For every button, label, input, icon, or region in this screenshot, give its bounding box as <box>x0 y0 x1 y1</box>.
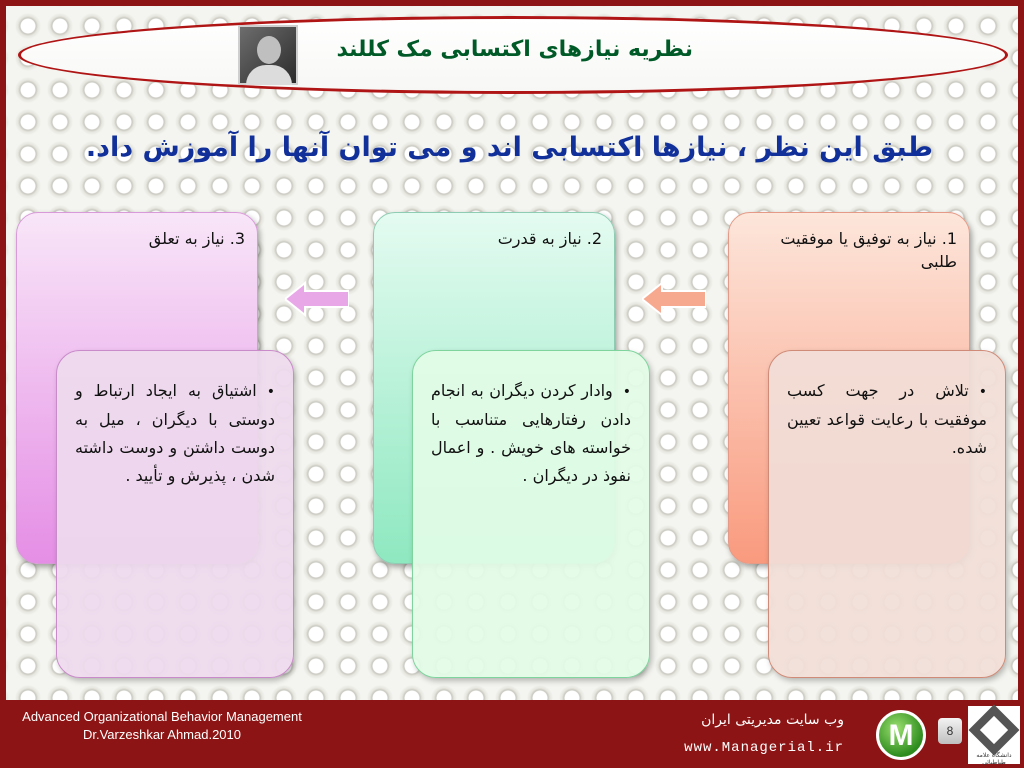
portrait-photo <box>238 25 298 85</box>
university-caption: دانشگاه علامه طباطبائی <box>976 752 1012 766</box>
card-label-achievement: 1. نیاز به توفیق یا موفقیت طلبی <box>780 229 957 271</box>
detail-text-affiliation <box>75 377 275 490</box>
detail-text-power <box>431 377 631 490</box>
slide-canvas <box>6 6 1018 700</box>
detail-box-power <box>412 350 650 678</box>
bullet-icon: • <box>266 384 275 400</box>
card-label-power: 2. نیاز به قدرت <box>497 229 602 248</box>
detail-content: اشتیاق به ایجاد ارتباط و دوستی با دیگران ، میل به دوست داشتن و دوست داشته شدن ، پذیرش و تأیید . <box>75 381 275 485</box>
left-arrow-icon <box>285 281 349 317</box>
managerial-logo[interactable] <box>876 710 926 760</box>
page-title: نظریه نیازهای اکتسابی مک کللند <box>336 37 693 62</box>
detail-content: تلاش در جهت کسب موفقیت با رعایت قواعد تعیین شده. <box>787 381 987 457</box>
course-name: Advanced Organizational Behavior Management <box>22 709 302 724</box>
left-arrow-icon <box>642 281 706 317</box>
portrait-head <box>257 36 281 64</box>
bullet-icon: • <box>978 384 987 400</box>
university-emblem <box>968 706 1020 764</box>
detail-text-achievement <box>787 377 987 462</box>
detail-box-affiliation <box>56 350 294 678</box>
site-url[interactable]: www.Managerial.ir <box>684 740 844 756</box>
page-number: 8 <box>938 718 962 744</box>
detail-box-achievement <box>768 350 1006 678</box>
logo-letter: M <box>888 719 914 752</box>
site-name-fa: وب سایت مدیریتی ایران <box>701 712 844 728</box>
detail-content: وادار کردن دیگران به انجام دادن رفتارهایی متناسب با خواسته های خویش . و اعمال نفوذ در دیگران . <box>431 381 631 485</box>
footer-credits <box>12 708 312 744</box>
author-name: Dr.Varzeshkar Ahmad.2010 <box>82 727 241 742</box>
portrait-shoulders <box>246 65 292 85</box>
slide-subtitle: طبق این نظر ، نیازها اکتسابی اند و می توان آنها را آموزش داد. <box>85 132 933 163</box>
card-label-affiliation: 3. نیاز به تعلق <box>148 229 245 248</box>
bullet-icon: • <box>622 384 631 400</box>
